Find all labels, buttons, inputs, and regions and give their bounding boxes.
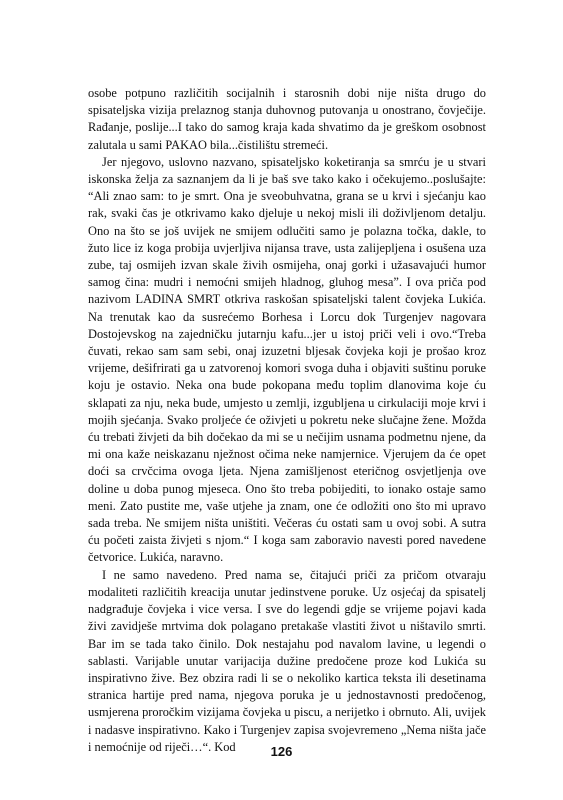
paragraph-3: I ne samo navedeno. Pred nama se, čitajući priči za pričom otvaraju modaliteti različitih kreacija unutar jedinstvene poruke. Uz osjećaj da spisatelj nadgrađuje čovjeka i vice versa. I sve do legendi gdje se vrijeme pojavi kada živi zavidješe mrtvima dok polagano pretakaše vlastiti život u ništavilo smrti. Bar im se tada tako činilo. Dok nestajahu pod navalom lavine, u legendi o sablasti. Varijable unutar varijacija dužine predočene proze kod Lukića su inspirativno žive. Bez obzira radi li se o nekoliko kartica teksta ili desetinama stranica hartije pred nama, njegova poruka je u jednostavnosti predočenog, usmjerena proročkim vizijama čovjeka u piscu, a nerijetko i obrnuto. Ali, uvijek i nadasve inspirativno. Kako i Turgenjev zapisa svojevremeno „Nema ništa jače i nemoćnije od riječi…“. Kod bbox=[88, 567, 486, 754]
page-body-text bbox=[88, 85, 486, 756]
paragraph-1: osobe potpuno različitih socijalnih i starosnih dobi nije ništa drugo do spisateljska vizija prelaznog stanja duhovnog putovanja u onostrano, čovječije. Rađanje, poslije...I tako do samog kraja kada shvatimo da je greškom osobnost zalutala u sami PAKAO bila...čistilištu stremeći. bbox=[88, 86, 486, 152]
page-number: 126 bbox=[270, 744, 293, 759]
paragraph-2: Jer njegovo, uslovno nazvano, spisateljsko koketiranja sa smrću je u stvari iskonska želja za saznanjem da li je baš sve tako kako i očekujemo..poslušajte: “Ali znao sam: to je smrt. Ona je sveobuhvatna, grana se u krvi i sjećanju kao rak, svaki čas je otkrivamo kako djeluje u nekoj misli ili doživljenom detalju. Ono na što se još uvijek ne smijem odlučiti samo je polazna točka, dakle, to žuto lice iz koga probija uvjerljiva nijansa trave, usta zalijepljena i osušena uza zube, taj osmijeh izvan skale živih osmijeha, onaj gorki i užasavajući humor samog čina: mudri i nemoćni smijeh hladnog, gluhog mesa”. I ova priča pod nazivom LADINA SMRT otkriva raskošan spisateljski talent čovjeka Lukića. Na trenutak kao da susrećemo Borhesa i Lorcu dok Turgenjev nagovara Dostojevskog na zajedničku jutarnju kafu...jer u istoj priči veli i ovo.“Treba čuvati, rekao sam sam sebi, onaj izuzetni bljesak čovjeka koji je prošao kroz vrijeme, dešifrirati ga u zatvorenoj komori svoga duha i objaviti suštinu poruke koju je ostavio. Neka ona bude pokopana među toplim dlanovima koje ću sklapati za nju, neka bude, umjesto u zemlji, izgubljena u cirkulaciji moje krvi i mojih sjećanja. Svako proljeće će oživjeti u pokretu neke slučajne žene. Možda ću trebati živjeti da bih dočekao da mi se u nečijim usnama podmetnu njene, da mi ona kaže neiskazanu nježnost očima neke namjernice. Vjerujem da će opet doći sa crvčcima ovoga ljeta. Njena zamišljenost eteričnog osvjetljenja ove doline u doba punog mjeseca. Ono što treba pobijediti, to ionako ostaje samo meni. Zato pustite me, vaše utjehe ja znam, one će odložiti ono što mi upravo sada treba. Ne smijem ništa uništiti. Večeras ću ostati sam u ovoj sobi. A sutra ću početi zaista živjeti s njom.“ I koga sam zaboravio navesti pored navedene četvorice. Lukića, naravno. bbox=[88, 154, 486, 565]
